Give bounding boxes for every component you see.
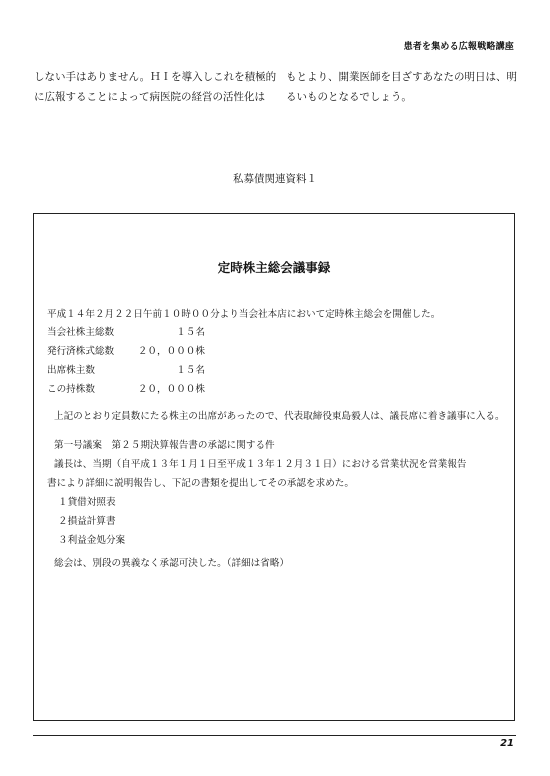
intro-column-right bbox=[286, 67, 517, 107]
agenda-text: 書により詳細に説明報告し、下記の書類を提出してその承認を求めた。 bbox=[47, 478, 354, 489]
minutes-box bbox=[33, 213, 515, 721]
document-item: ３利益金処分案 bbox=[58, 535, 126, 546]
resolution-statement: 総会は、別段の異義なく承認可決した。（詳細は省略） bbox=[54, 558, 290, 569]
stat-label: 発行済株式総数 bbox=[47, 346, 115, 357]
agenda-section bbox=[47, 436, 467, 550]
opening-statement: 平成１４年２月２２日午前１０時００分より当会社本店において定時株主総会を開催した。 bbox=[47, 309, 441, 320]
footer-rule bbox=[33, 735, 516, 736]
intro-column-left bbox=[34, 67, 276, 107]
minutes-title: 定時株主総会議事録 bbox=[217, 260, 331, 275]
attachment-label: 私募債関連資料１ bbox=[233, 173, 317, 185]
intro-line: もとより、開業医師を目ざすあなたの明日は、明 bbox=[286, 71, 517, 83]
quorum-statement: 上記のとおり定員数にたる株主の出席があったので、代表取締役東島毅人は、議長席に着き議事に入る。 bbox=[54, 411, 505, 422]
stat-row bbox=[47, 342, 205, 361]
intro-line: るいものとなるでしょう。 bbox=[286, 91, 412, 103]
stat-row bbox=[47, 323, 205, 342]
stat-value: １５名 bbox=[176, 365, 205, 376]
stat-row bbox=[47, 380, 205, 399]
page-number: 21 bbox=[500, 738, 514, 749]
document-item: ２損益計算書 bbox=[58, 516, 116, 527]
running-header: 患者を集める広報戦略講座 bbox=[403, 42, 514, 52]
stat-row bbox=[47, 361, 205, 380]
intro-line: に広報することによって病医院の経営の活性化は bbox=[34, 91, 265, 103]
stat-label: 当会社株主総数 bbox=[47, 327, 115, 338]
stat-label: この持株数 bbox=[47, 384, 95, 395]
intro-line: しない手はありません。ＨＩを導入しこれを積極的 bbox=[34, 71, 277, 83]
agenda-text: 議長は、当期（自平成１３年１月１日至平成１３年１２月３１日）における営業状況を営業報告 bbox=[54, 459, 467, 470]
stat-value: ２０，０００株 bbox=[137, 384, 205, 395]
document-item: １貸借対照表 bbox=[58, 497, 116, 508]
stat-label: 出席株主数 bbox=[47, 365, 95, 376]
agenda-heading: 第一号議案 第２５期決算報告書の承認に関する件 bbox=[54, 440, 275, 451]
stat-value: １５名 bbox=[176, 327, 205, 338]
stat-value: ２０，０００株 bbox=[137, 346, 205, 357]
shareholder-stats bbox=[47, 323, 205, 399]
